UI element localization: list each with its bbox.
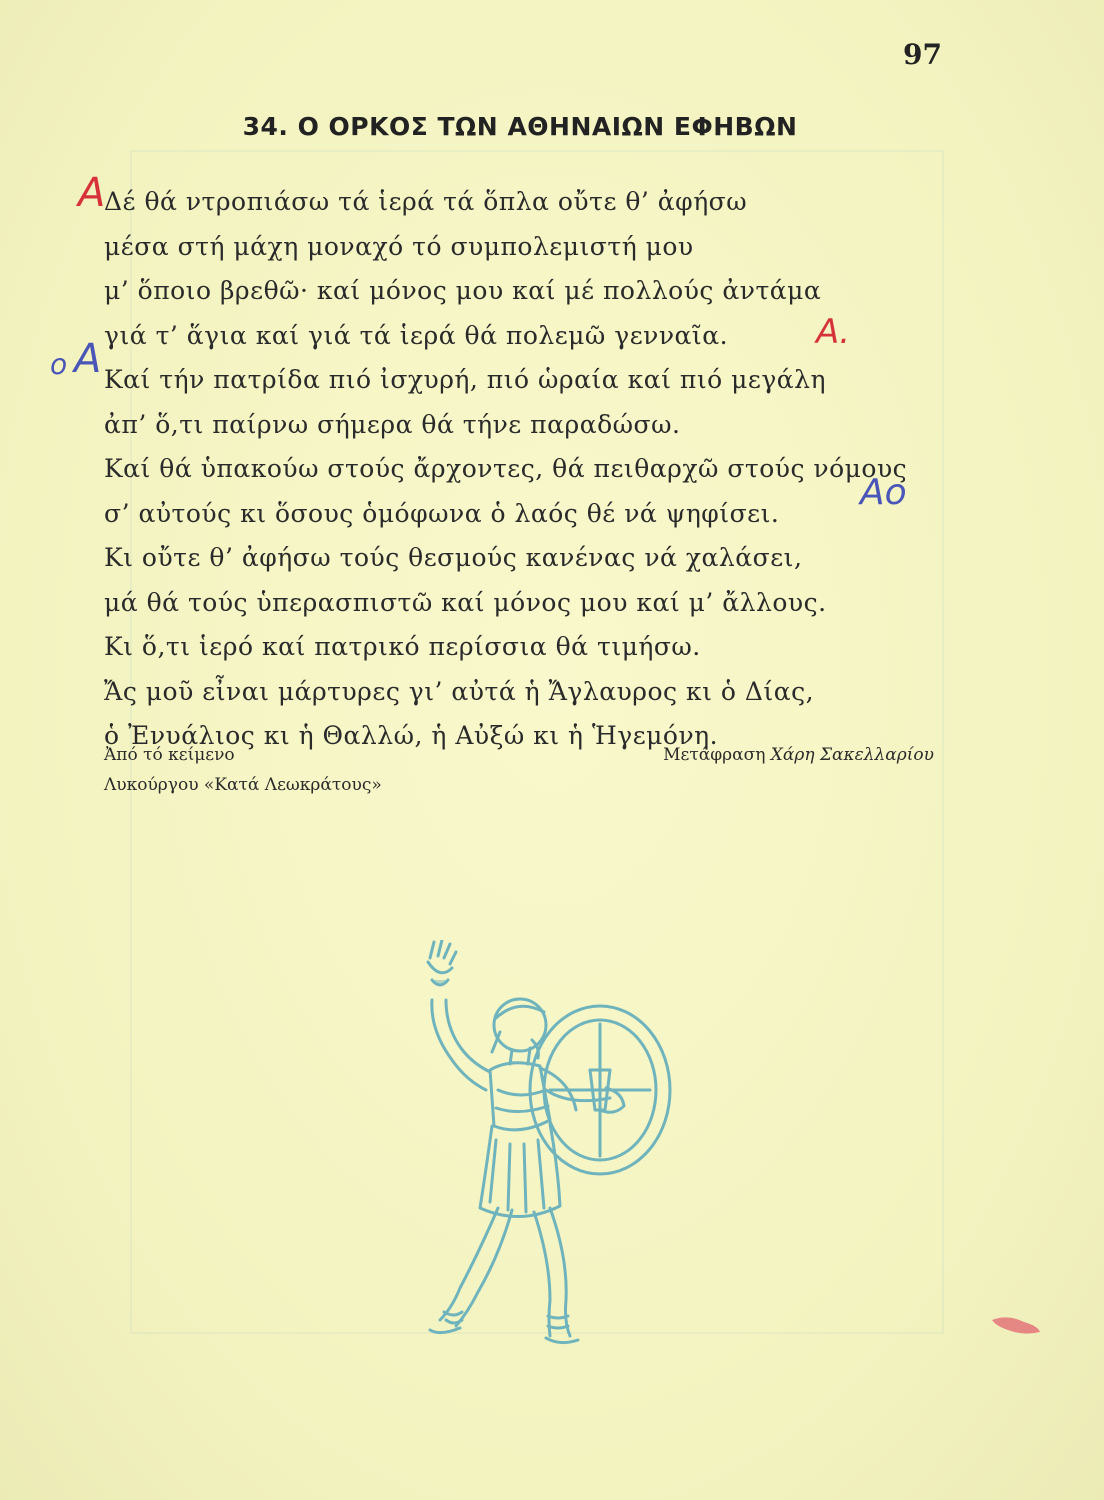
hoplite-warrior-illustration: [400, 940, 700, 1380]
poem-line: σ’ αὐτούς κι ὅσους ὁμόφωνα ὁ λαός θέ νά ψηφίσει.: [104, 498, 780, 528]
source-credit: [104, 740, 382, 800]
poem-line: ὁ Ἐνυάλιος κι ἡ Θαλλώ, ἡ Αὐξώ κι ἡ Ἡγεμόνη.: [104, 721, 719, 750]
handwritten-mark-red: Α.: [816, 312, 851, 352]
source-line: Ἀπό τό κείμενο: [104, 745, 235, 765]
poem-line: Καί τήν πατρίδα πιό ἰσχυρή, πιό ὡραία καί πιό μεγάλη: [104, 365, 826, 394]
source-line: Λυκούργου «Κατά Λεωκράτους»: [104, 775, 382, 795]
poem-line: Δέ θά ντροπιάσω τά ἱερά τά ὅπλα οὔτε θ’ ἀφήσω: [104, 187, 748, 216]
red-ink-smudge: [988, 1312, 1044, 1338]
poem-line: μά θά τούς ὑπερασπιστῶ καί μόνος μου καί μ’ ἄλλους.: [104, 587, 827, 617]
poem-line: Κι ὅ,τι ἱερό καί πατρικό περίσσια θά τιμήσω.: [104, 632, 701, 661]
poem-line: Ἄς μοῦ εἶναι μάρτυρες γι’ αὐτά ἡ Ἄγλαυρος κι ὁ Δίας,: [104, 676, 815, 706]
handwritten-mark-blue: ο: [50, 348, 68, 381]
poem-line: μέσα στή μάχη μοναχό τό συμπολεμιστή μου: [104, 231, 694, 261]
poem-body: [104, 180, 964, 759]
translator-name: Χάρη Σακελλαρίου: [770, 745, 934, 765]
translation-credit: [663, 740, 934, 770]
poem-line: μ’ ὅποιο βρεθῶ· καί μόνος μου καί μέ πολλούς ἀντάμα: [104, 276, 822, 305]
handwritten-mark-blue: Α: [74, 336, 102, 382]
translation-label: Μετάφραση: [663, 745, 766, 765]
poem-title: 34. Ο ΟΡΚΟΣ ΤΩΝ ΑΘΗΝΑΙΩΝ ΕΦΗΒΩΝ: [242, 112, 798, 141]
poem-line: ἀπ’ ὅ,τι παίρνω σήμερα θά τήνε παραδώσω.: [104, 409, 681, 439]
poem-line: γιά τ’ ἅγια καί γιά τά ἱερά θά πολεμῶ γενναῖα.: [104, 320, 729, 350]
poem-line: Κι οὔτε θ’ ἀφήσω τούς θεσμούς κανένας νά χαλάσει,: [104, 543, 803, 572]
page-number: 97: [903, 38, 942, 71]
handwritten-mark-blue: Αο: [860, 472, 907, 513]
poem-line: Καί θά ὑπακούω στούς ἄρχοντες, θά πειθαρχῶ στούς νόμους: [104, 454, 908, 483]
handwritten-mark-red: Α: [78, 170, 106, 216]
